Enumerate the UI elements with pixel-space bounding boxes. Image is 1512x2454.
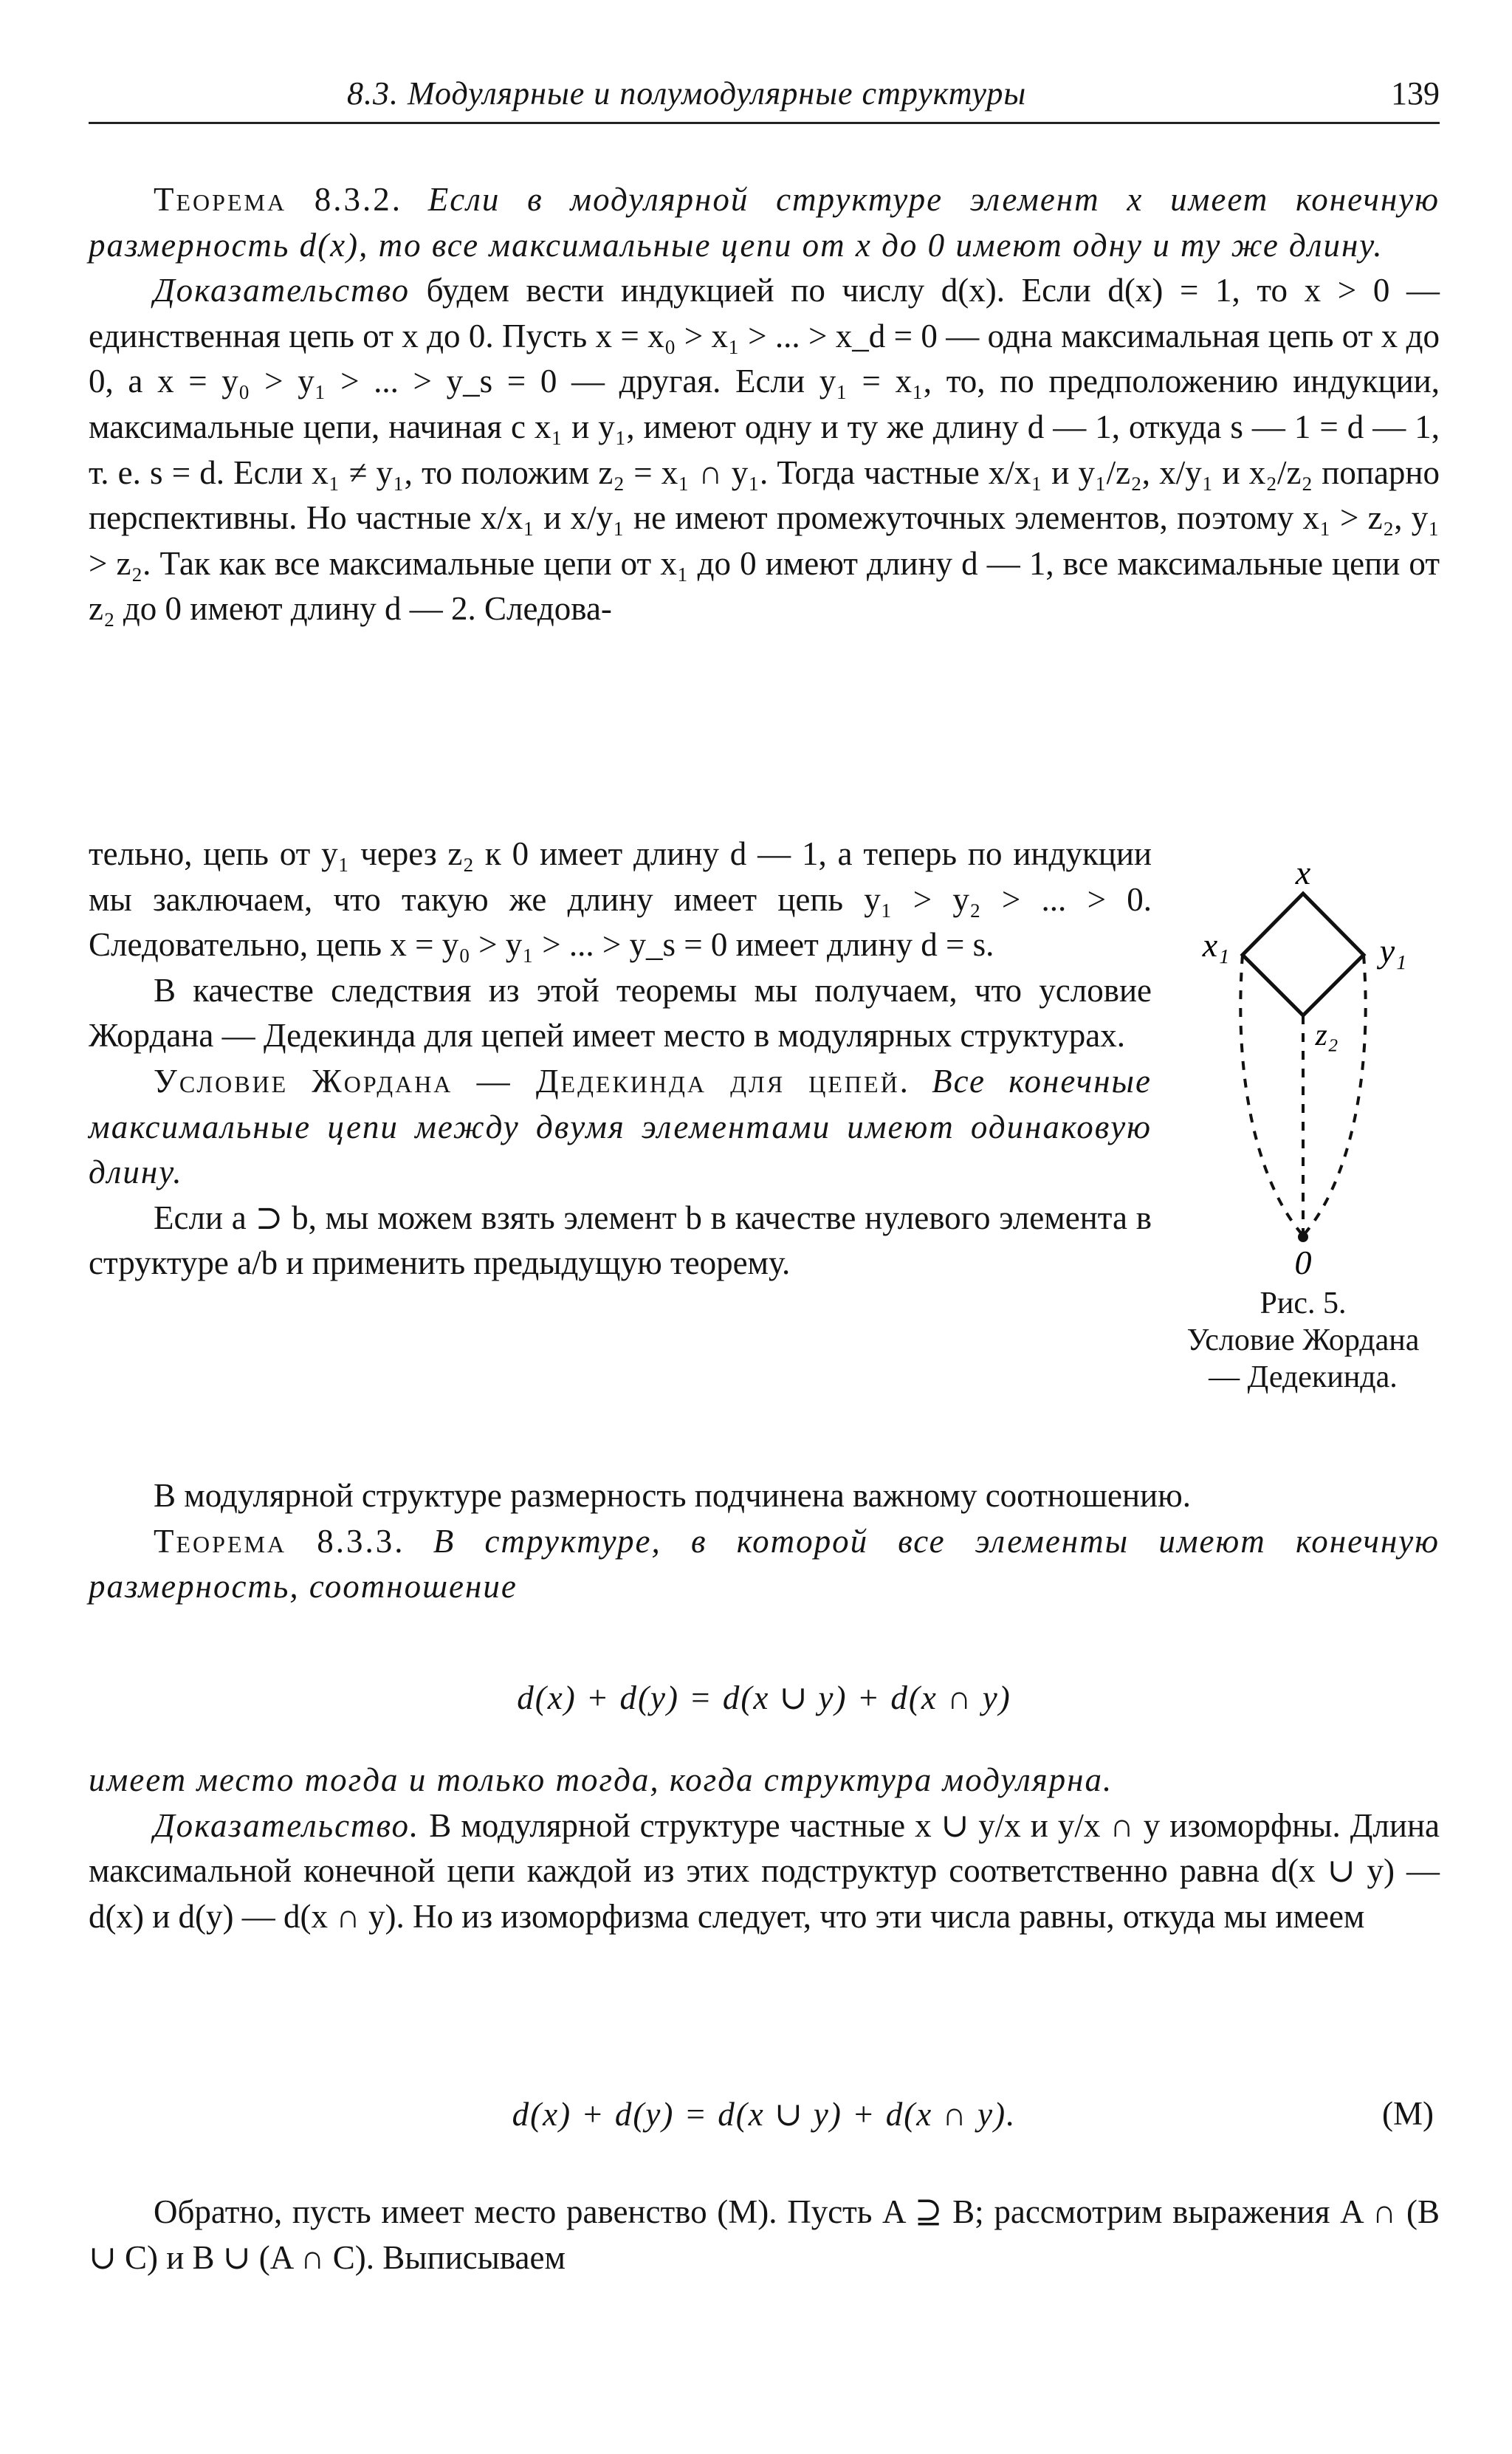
equation-tag: (M) bbox=[1382, 2095, 1434, 2132]
chain-y1-to-0 bbox=[1303, 955, 1366, 1235]
label-z2: z₂ bbox=[1315, 1018, 1339, 1052]
jordan-dedekind-condition bbox=[89, 1059, 1152, 1196]
label-y1: y₁ bbox=[1379, 932, 1407, 970]
chain-x1-to-0 bbox=[1240, 955, 1303, 1235]
proof-text: В модулярной структуре частные x ∪ y/x и y/x ∩ y изоморфны. Длина максимальной конечной цепи каждой из этих подструктур соответственно равна d(x ∪ y) — d(x) и d(y) — d(x ∩ y). Но из изоморфизма следует, что эти числа равны, откуда мы имеем bbox=[89, 1806, 1440, 1935]
formula-text: d(x) + d(y) = d(x ∪ y) + d(x ∩ y) bbox=[517, 1679, 1011, 1716]
converse-paragraph: Обратно, пусть имеет место равенство (M). Пусть A ⊇ B; рассмотрим выражения A ∩ (B ∪ C) и B ∪ (A ∩ C). Выписываем bbox=[89, 2193, 1440, 2276]
theorem-statement: Если в модулярной структуре элемент x имеет конечную размерность d(x), то все максимальные цепи от x до 0 имеют одну и ту же длину. bbox=[89, 181, 1440, 264]
page-header bbox=[89, 70, 1440, 124]
condition-statement: Все конечные максимальные цепи между двумя элементами имеют одинаковую длину. bbox=[89, 1062, 1152, 1191]
theorem-statement-end: имеет место тогда и только тогда, когда структура модулярна. bbox=[89, 1761, 1113, 1798]
body-bottom bbox=[89, 2190, 1440, 2280]
figure-5 bbox=[1170, 868, 1436, 1451]
lattice-diagram bbox=[1170, 868, 1436, 1281]
body-middle bbox=[89, 1473, 1440, 1610]
proof-paragraph bbox=[89, 268, 1440, 632]
condition-label: Условие Жордана — Дедекинда для цепей. bbox=[154, 1062, 910, 1100]
theorem-formula bbox=[89, 1678, 1440, 1717]
proof-lead: Доказательство. bbox=[154, 1806, 420, 1844]
corollary-paragraph: В качестве следствия из этой теоремы мы получаем, что условие Жордана — Дедекинда для цепей имеет место в модулярных структурах. bbox=[89, 971, 1152, 1055]
theorem-statement: В структуре, в которой все элементы имеют конечную размерность, соотношение bbox=[89, 1522, 1440, 1605]
proof-lead: Доказательство bbox=[154, 272, 410, 309]
apply-paragraph: Если a ⊃ b, мы можем взять элемент b в качестве нулевого элемента в структуре a/b и применить предыдущую теорему. bbox=[89, 1199, 1152, 1282]
equation-m bbox=[89, 2094, 1440, 2133]
figure-number: Рис. 5. bbox=[1260, 1286, 1347, 1320]
label-x: x bbox=[1295, 868, 1311, 891]
dimension-paragraph: В модулярной структуре размерность подчинена важному соотношению. bbox=[154, 1477, 1191, 1514]
diamond-edges bbox=[1243, 894, 1364, 1015]
proof-text: будем вести индукцией по числу d(x). Если d(x) = 1, то x > 0 — единственная цепь от x до 0. Пусть x = x₀ > x₁ > ... > x_d = 0 — одна максимальная цепь от x до 0, а x = y₀ > y₁ > ... > y_s = 0 — другая. Если y₁ = x₁, то, по предположению индукции, максимальные цепи, начиная с x₁ и y₁, имеют одну и ту же длину d — 1, откуда s — 1 = d — 1, т. е. s = d. Если x₁ ≠ y₁, то положим z₂ = x₁ ∩ y₁. Тогда частные x/x₁ и y₁/z₂, x/y₁ и x₂/z₂ попарно перспективны. Но частные x/x₁ и x/y₁ не имеют промежуточных элементов, поэтому x₁ > z₂, y₁ > z₂. Так как все максимальные цепи от x₁ до 0 имеют длину d — 1, все максимальные цепи от z₂ до 0 имеют длину d — 2. Следова- bbox=[89, 272, 1440, 628]
formula-text: d(x) + d(y) = d(x ∪ y) + d(x ∩ y). bbox=[512, 2096, 1017, 2133]
page-number: 139 bbox=[1391, 75, 1440, 112]
theorem-label: Теорема 8.3.3. bbox=[154, 1522, 405, 1560]
running-head: 8.3. Модулярные и полумодулярные структуры bbox=[347, 75, 1027, 112]
figure-caption bbox=[1170, 1285, 1436, 1396]
theorem-label: Теорема 8.3.2. bbox=[154, 181, 403, 218]
body-wrapped bbox=[89, 832, 1152, 1286]
body-top bbox=[89, 177, 1440, 632]
theorem-8-3-3 bbox=[89, 1519, 1440, 1610]
label-0: 0 bbox=[1294, 1244, 1312, 1281]
label-x1: x₁ bbox=[1202, 926, 1230, 964]
proof-833-paragraph bbox=[89, 1803, 1440, 1940]
theorem-8-3-2 bbox=[89, 177, 1440, 268]
zero-node bbox=[1298, 1232, 1308, 1242]
body-lower bbox=[89, 1758, 1440, 1939]
figure-title: Условие Жордана — Дедекинда. bbox=[1186, 1323, 1420, 1394]
proof-continuation: тельно, цепь от y₁ через z₂ к 0 имеет длину d — 1, а теперь по индукции мы заключаем, что такую же длину имеет цепь y₁ > y₂ > ... > 0. Следовательно, цепь x = y₀ > y₁ > ... > y_s = 0 имеет длину d = s. bbox=[89, 835, 1152, 964]
